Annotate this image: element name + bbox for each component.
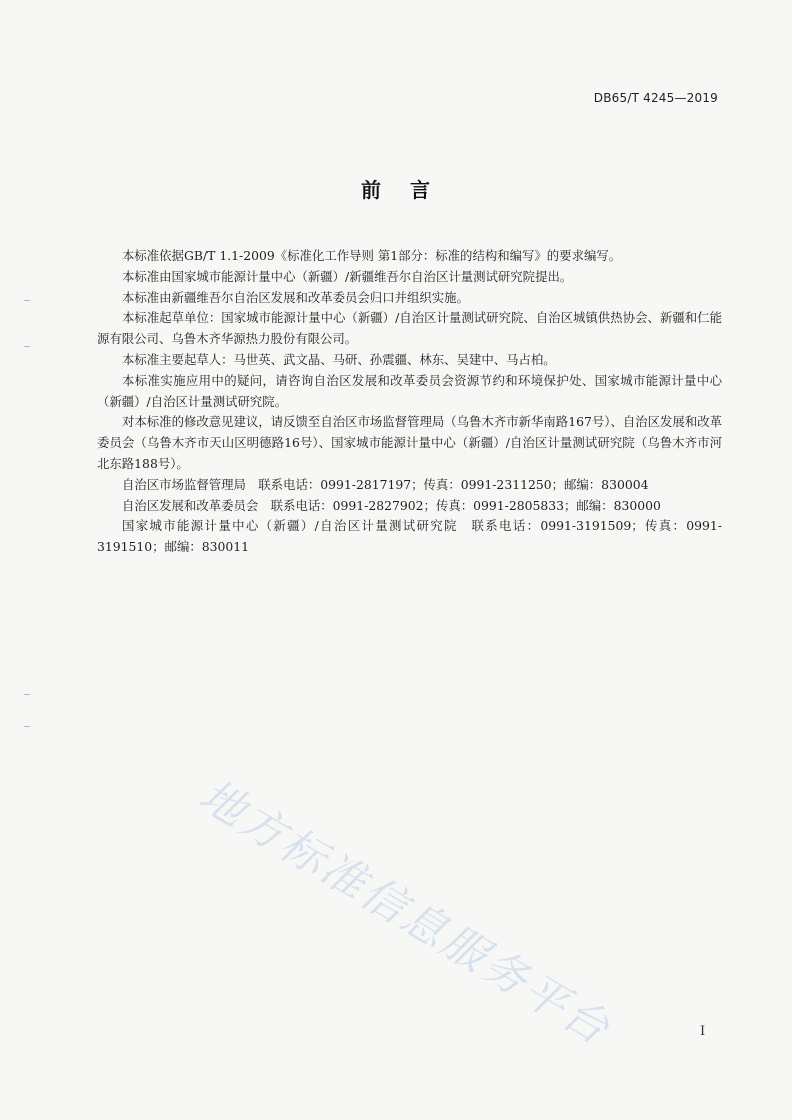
- margin-mark: [24, 694, 30, 695]
- paragraph-inquiries: 本标准实施应用中的疑问，请咨询自治区发展和改革委员会资源节约和环境保护处、国家城市能源计量中心（新疆）/自治区计量测试研究院。: [97, 372, 722, 409]
- page-title: [0, 174, 792, 203]
- paragraph-proposer: 本标准由国家城市能源计量中心（新疆）/新疆维吾尔自治区计量测试研究院提出。: [122, 268, 573, 284]
- margin-mark: [24, 726, 30, 727]
- document-code: DB65/T 4245—2019: [593, 91, 718, 105]
- contact-development-reform: 自治区发展和改革委员会 联系电话：0991-2827902；传真：0991-2805833；邮编：830000: [122, 497, 661, 513]
- watermark: 地方标准信息服务平台: [190, 769, 620, 1056]
- title-char-1: 前: [361, 178, 382, 202]
- contact-market-supervision: 自治区市场监督管理局 联系电话：0991-2817197；传真：0991-2311250；邮编：830004: [122, 476, 649, 492]
- contact-energy-metering-center: 国家城市能源计量中心（新疆）/自治区计量测试研究院 联系电话：0991-3191509；传真：0991-3191510；邮编：830011: [97, 518, 722, 555]
- page-number: I: [700, 1024, 706, 1039]
- paragraph-drafting-units: 本标准起草单位：国家城市能源计量中心（新疆）/自治区计量测试研究院、自治区城镇供热协会、新疆和仁能源有限公司、乌鲁木齐华源热力股份有限公司。: [97, 310, 722, 347]
- paragraph-basis: 本标准依据GB/T 1.1-2009《标准化工作导则 第1部分：标准的结构和编写》的要求编写。: [122, 248, 622, 263]
- margin-mark: [24, 300, 30, 301]
- margin-mark: [24, 346, 30, 347]
- paragraph-administrator: 本标准由新疆维吾尔自治区发展和改革委员会归口并组织实施。: [122, 289, 469, 305]
- paragraph-feedback: 对本标准的修改意见建议，请反馈至自治区市场监督管理局（乌鲁木齐市新华南路167号）、自治区发展和改革委员会（乌鲁木齐市天山区明德路16号）、国家城市能源计量中心（新疆）/自治区计量测试研究院（乌鲁木齐市河北东路188号）。: [97, 414, 722, 471]
- foreword-body: [97, 246, 722, 558]
- title-char-2: 言: [410, 178, 431, 202]
- paragraph-drafters: 本标准主要起草人：马世英、武文晶、马研、孙震疆、林东、吴建中、马占柏。: [122, 351, 556, 367]
